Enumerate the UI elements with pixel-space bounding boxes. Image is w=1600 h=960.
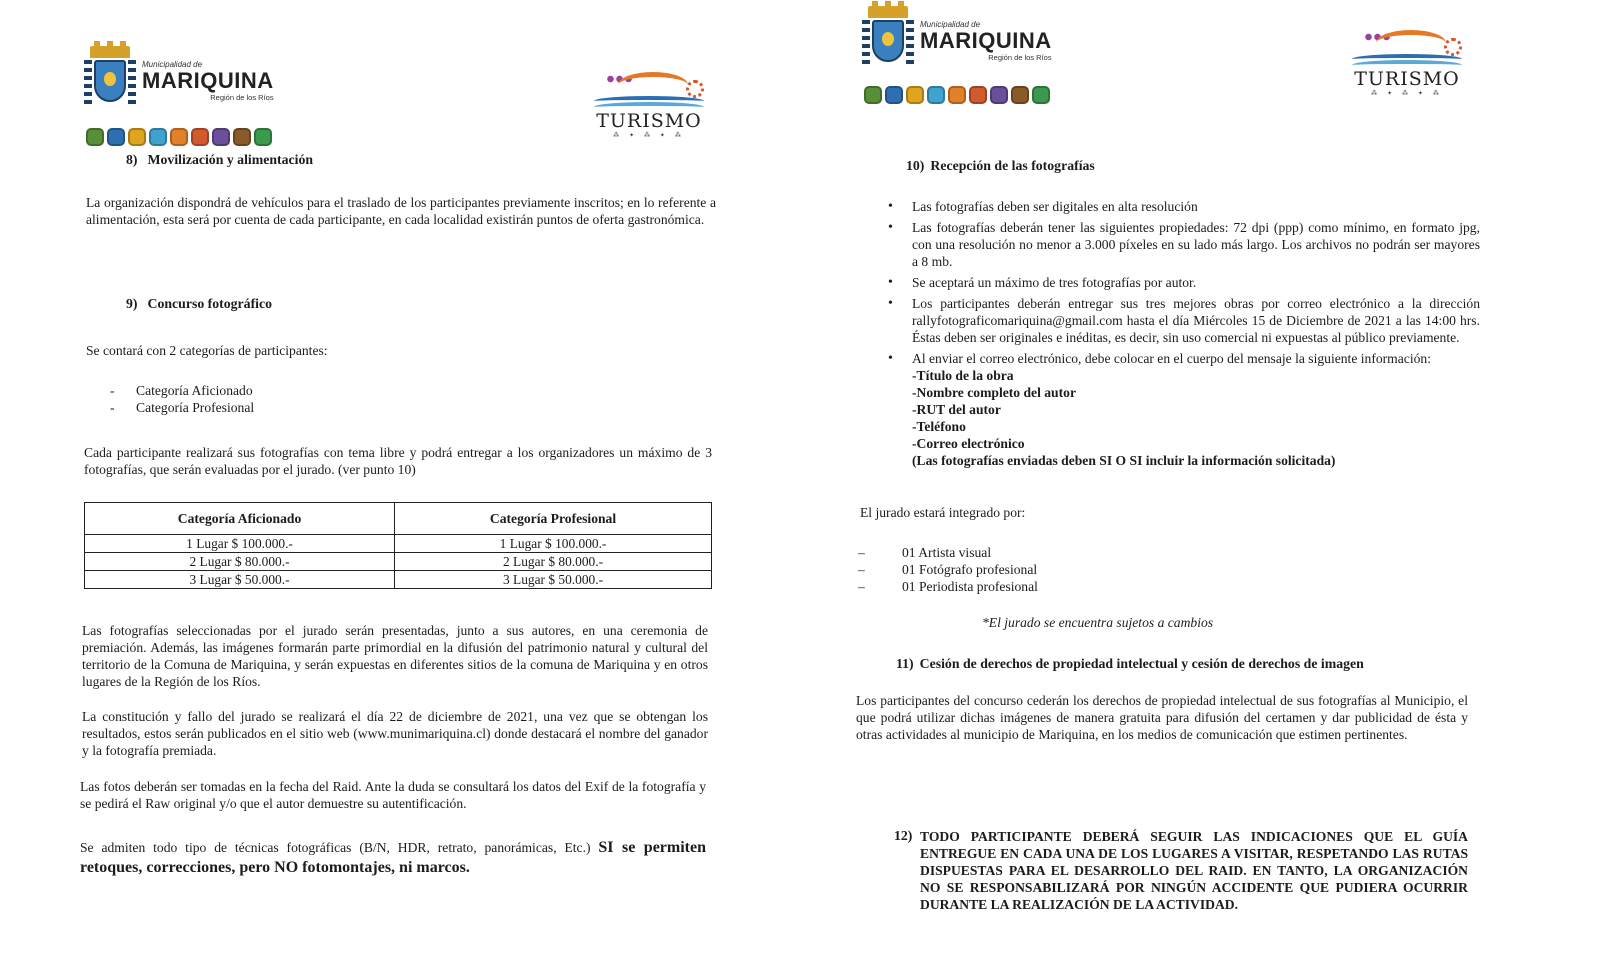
table-header: Categoría Aficionado	[85, 503, 395, 535]
section-9-rules: Cada participante realizará sus fotografías con tema libre y podrá entregar a los organizadores un máximo de 3 fotografías, que serán evaluadas por el jurado. (ver punto 10)	[84, 445, 712, 477]
logo-name: MARIQUINA	[142, 68, 274, 93]
section-11-heading: 11) Cesión de derechos de propiedad intelectual y cesión de derechos de imagen	[896, 656, 1364, 671]
fish-icon	[927, 86, 945, 104]
nature-icon	[86, 128, 104, 146]
culture-icon	[191, 128, 209, 146]
list-item: – 01 Artista visual	[858, 545, 992, 560]
water-icon	[885, 86, 903, 104]
crest-icon	[84, 46, 136, 112]
municipality-logo	[84, 46, 274, 112]
jury-note: *El jurado se encuentra sujetos a cambios	[982, 615, 1214, 630]
section-10-heading: 10) Recepción de las fotografías	[906, 158, 1095, 173]
nature-icon	[864, 86, 882, 104]
fish-icon	[149, 128, 167, 146]
info-item: (Las fotografías enviadas deben SI O SI incluir la información solicitada)	[912, 453, 1336, 468]
section-9-para-1: Las fotografías seleccionadas por el jurado serán presentadas, junto a sus autores, en una ceremonia de premiación. Además, las imágenes formarán parte primordial en la difusión del patrimonio natural y cultural del territorio de la Comuna de Mariquina, y serán expuestas en diferentes sitios de la comuna de Mariquina y en otros lugares de la Región de los Ríos.	[82, 623, 708, 689]
section-9-para-4: Se admiten todo tipo de técnicas fotográficas (B/N, HDR, retrato, panorámicas, Etc.) SI se permiten retoques, correcciones, pero NO fotomontajes, ni marcos.	[80, 839, 706, 876]
tree-icon	[1032, 86, 1050, 104]
section-11-text: Los participantes del concurso cederán los derechos de propiedad intelectual de sus fotografías al Municipio, el que podrá utilizar dichas imágenes de manera gratuita para difusión del certamen y dar publicidad de ésta y otras actividades al municipio de Mariquina, en los medios de comunicación que estimen pertinentes.	[856, 693, 1468, 742]
section-9-para-2: La constitución y fallo del jurado se realizará el día 22 de diciembre de 2021, una vez que se obtengan los resultados, estos serán publicados en el sitio web (www.munimariquina.cl) donde destacará el nombre del ganador y la fotografía premiada.	[82, 709, 708, 758]
table-header: Categoría Profesional	[395, 503, 712, 535]
list-item: • Al enviar el correo electrónico, debe colocar en el cuerpo del mensaje la siguiente información: -Título de la obra -Nombre completo del autor -RUT del autor -Teléfono -Correo electrónico (Las fotografías enviadas deben SI O SI incluir la información solicitada)	[886, 350, 1480, 469]
logo-region: Región de los Ríos	[988, 53, 1052, 62]
house-icon	[1011, 86, 1029, 104]
church-icon	[212, 128, 230, 146]
section-9-intro: Se contará con 2 categorías de participantes:	[86, 343, 328, 358]
list-item: - Categoría Profesional	[110, 399, 254, 416]
turismo-art-icon	[1342, 28, 1472, 68]
list-item: • Las fotografías deben ser digitales en alta resolución	[886, 198, 1480, 215]
section-12-number: 12)	[894, 828, 913, 843]
municipality-logo	[862, 6, 1052, 72]
jury-intro: El jurado estará integrado por:	[860, 505, 1026, 520]
section-12-text: TODO PARTICIPANTE DEBERÁ SEGUIR LAS INDICACIONES QUE EL GUÍA ENTREGUE EN CADA UNA DE LOS LUGARES A VISITAR, RESPETANDO LAS RUTAS DISPUESTAS PARA EL DESARROLLO DEL RAID. EN TANTO, LA ORGANIZACIÓN NO SE RESPONSABILIZARÁ POR NINGÚN ACCIDENTE QUE PUDIERA OCURRIR DURANTE LA REALIZACIÓN DE LA ACTIVIDAD.	[920, 829, 1468, 912]
section-12	[894, 828, 1468, 913]
jury-list	[858, 544, 1038, 595]
list-item: - Categoría Aficionado	[110, 382, 254, 399]
prize-table	[84, 502, 712, 589]
section-9-heading: 9) Concurso fotográfico	[126, 296, 273, 311]
section-8-text: La organización dispondrá de vehículos para el traslado de los participantes previamente inscritos; en lo referente a alimentación, esta será por cuenta de cada participante, en cada localidad existirán puntos de oferta gastronómica.	[86, 195, 716, 227]
list-item: – 01 Periodista profesional	[858, 579, 1038, 594]
info-item: -Correo electrónico	[912, 436, 1025, 451]
house-icon	[233, 128, 251, 146]
food-icon	[948, 86, 966, 104]
list-item: • Se aceptará un máximo de tres fotografías por autor.	[886, 274, 1480, 291]
turismo-symbols: ⁂ ✦ ⁂ ✦ ⁂	[613, 132, 685, 139]
tree-icon	[254, 128, 272, 146]
list-item: • Los participantes deberán entregar sus tres mejores obras por correo electrónico a la dirección rallyfotograficomariquina@gmail.com hasta el día Miércoles 15 de Diciembre de 2021 a las 14:00 hrs. Éstas deben ser originales e inéditas, es decir, sin uso comercial ni expuestas al público previamente.	[886, 295, 1480, 346]
info-item: -Teléfono	[912, 419, 966, 434]
list-item: – 01 Fotógrafo profesional	[858, 562, 1038, 577]
turismo-logo	[584, 70, 714, 139]
list-item: • Las fotografías deberán tener las siguientes propiedades: 72 dpi (ppp) como mínimo, en formato jpg, con una resolución no menor a 3.000 píxeles en su lado más largo. Los archivos no podrán ser mayores a 8 mb.	[886, 219, 1480, 270]
section-9-para-3: Las fotos deberán ser tomadas en la fecha del Raid. Ante la duda se consultará los datos del Exif de la fotografía y se pedirá el Raw original y/o que el autor demuestre su autentificación.	[80, 779, 706, 811]
page-left	[0, 0, 790, 960]
reception-bullets	[886, 198, 1480, 473]
logo-icons-row	[86, 128, 272, 146]
table-row: 3 Lugar $ 50.000.- 3 Lugar $ 50.000.-	[85, 571, 712, 589]
logo-name: MARIQUINA	[920, 28, 1052, 53]
table-row: 1 Lugar $ 100.000.- 1 Lugar $ 100.000.-	[85, 535, 712, 553]
culture-icon	[969, 86, 987, 104]
church-icon	[990, 86, 1008, 104]
logo-icons-row	[864, 86, 1050, 104]
page-right	[790, 0, 1600, 960]
crest-icon	[862, 6, 914, 72]
food-icon	[170, 128, 188, 146]
turismo-art-icon	[584, 70, 714, 110]
info-item: -Nombre completo del autor	[912, 385, 1076, 400]
section-8-heading: 8) Movilización y alimentación	[126, 152, 314, 167]
turismo-word: TURISMO	[1354, 68, 1460, 90]
table-row: 2 Lugar $ 80.000.- 2 Lugar $ 80.000.-	[85, 553, 712, 571]
turismo-word: TURISMO	[596, 110, 702, 132]
logo-region: Región de los Ríos	[210, 93, 274, 102]
turismo-logo	[1342, 28, 1472, 97]
logo-small-text: Municipalidad de	[920, 20, 981, 29]
sun-icon	[128, 128, 146, 146]
category-list	[110, 382, 254, 416]
info-item: -RUT del autor	[912, 402, 1001, 417]
water-icon	[107, 128, 125, 146]
turismo-symbols: ⁂ ✦ ⁂ ✦ ⁂	[1371, 90, 1443, 97]
info-item: -Título de la obra	[912, 368, 1014, 383]
logo-small-text: Municipalidad de	[142, 60, 203, 69]
sun-icon	[906, 86, 924, 104]
